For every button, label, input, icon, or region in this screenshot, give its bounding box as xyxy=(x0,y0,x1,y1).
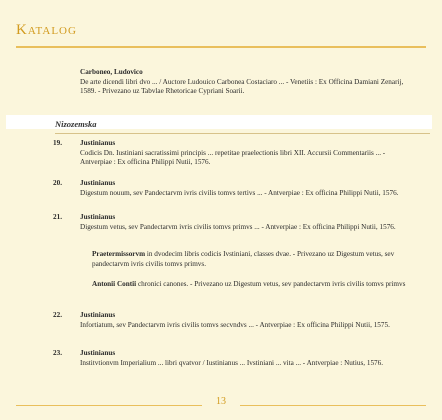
entry-author: Justinianus xyxy=(80,349,116,357)
entry-number: 19. xyxy=(53,139,62,147)
entry-description: Digestum vetus, sev Pandectarvm ivris civilis tomvs primvs ... - Antverpiae : Ex officina Philippi Nutii, 1576. xyxy=(80,222,396,231)
header-divider xyxy=(16,46,426,48)
catalog-entry xyxy=(80,349,410,368)
entry-number: 20. xyxy=(53,179,62,187)
entry-number: 22. xyxy=(53,311,62,319)
catalog-entry xyxy=(80,311,410,330)
catalog-entry-carboneo xyxy=(80,68,410,97)
sub-entry xyxy=(92,280,410,290)
entry-number: 21. xyxy=(53,213,62,221)
entry-description: De arte dicendi libri dvo ... / Auctore Ludouico Carbonea Costaciaro ... - Venetiis : Ex Officina Damiani Zenarij, 1589. - Privezano uz Tabvlae Rhetoricae Cypriani Soarii. xyxy=(80,77,404,96)
entry-author: Justinianus xyxy=(80,213,116,221)
page-header-title: Katalog xyxy=(16,22,77,38)
section-title: Nizozemska xyxy=(55,119,97,129)
footer-divider-right xyxy=(240,405,426,406)
entry-description: Infortiatum, sev Pandectarvm ivris civilis tomvs secvndvs ... - Antverpiae : Ex officina Philippi Nutii, 1575. xyxy=(80,320,390,329)
entry-description: Institvtionvm Imperialium ... libri qvatvor / Iustinianus ... Ivstiniani ... vita ... - Antverpiae : Nutius, 1576. xyxy=(80,358,384,367)
sub-entry-description: in dvodecim libris codicis Ivstiniani, classes dvae. - Privezano uz Digestum vetus, sev pandectarvm ivris civilis tomvs primvs. xyxy=(92,250,395,268)
section-divider xyxy=(55,133,430,134)
entry-author: Justinianus xyxy=(80,179,116,187)
entry-author: Justinianus xyxy=(80,139,116,147)
footer-divider-left xyxy=(16,405,202,406)
sub-entry-title: Antonii Contii xyxy=(92,280,137,288)
entry-description: Digestum nouum, sev Pandectarvm ivris civilis tomvs tertivs ... - Antverpiae : Ex officina Philippi Nutii, 1576. xyxy=(80,188,399,197)
catalog-entry xyxy=(80,139,410,168)
sub-entry-description: chronici canones. - Privezano uz Digestum vetus, sev pandectarvm ivris civilis tomvs primvs xyxy=(136,280,406,288)
sub-entry-title: Praetermissorvm xyxy=(92,250,146,258)
entry-author: Carboneo, Ludovico xyxy=(80,68,143,76)
catalog-entry xyxy=(80,213,410,232)
sub-entry xyxy=(92,250,410,269)
entry-author: Justinianus xyxy=(80,311,116,319)
entry-description: Codicis Dn. Iustiniani sacratissimi principis ... repetitae praelectionis libri XII. Accursii Commentariis ... - Antverpiae : Ex officina Philippi Nutii, 1576. xyxy=(80,148,386,167)
page-number: 13 xyxy=(216,396,226,407)
entry-number: 23. xyxy=(53,349,62,357)
catalog-entry xyxy=(80,179,410,198)
